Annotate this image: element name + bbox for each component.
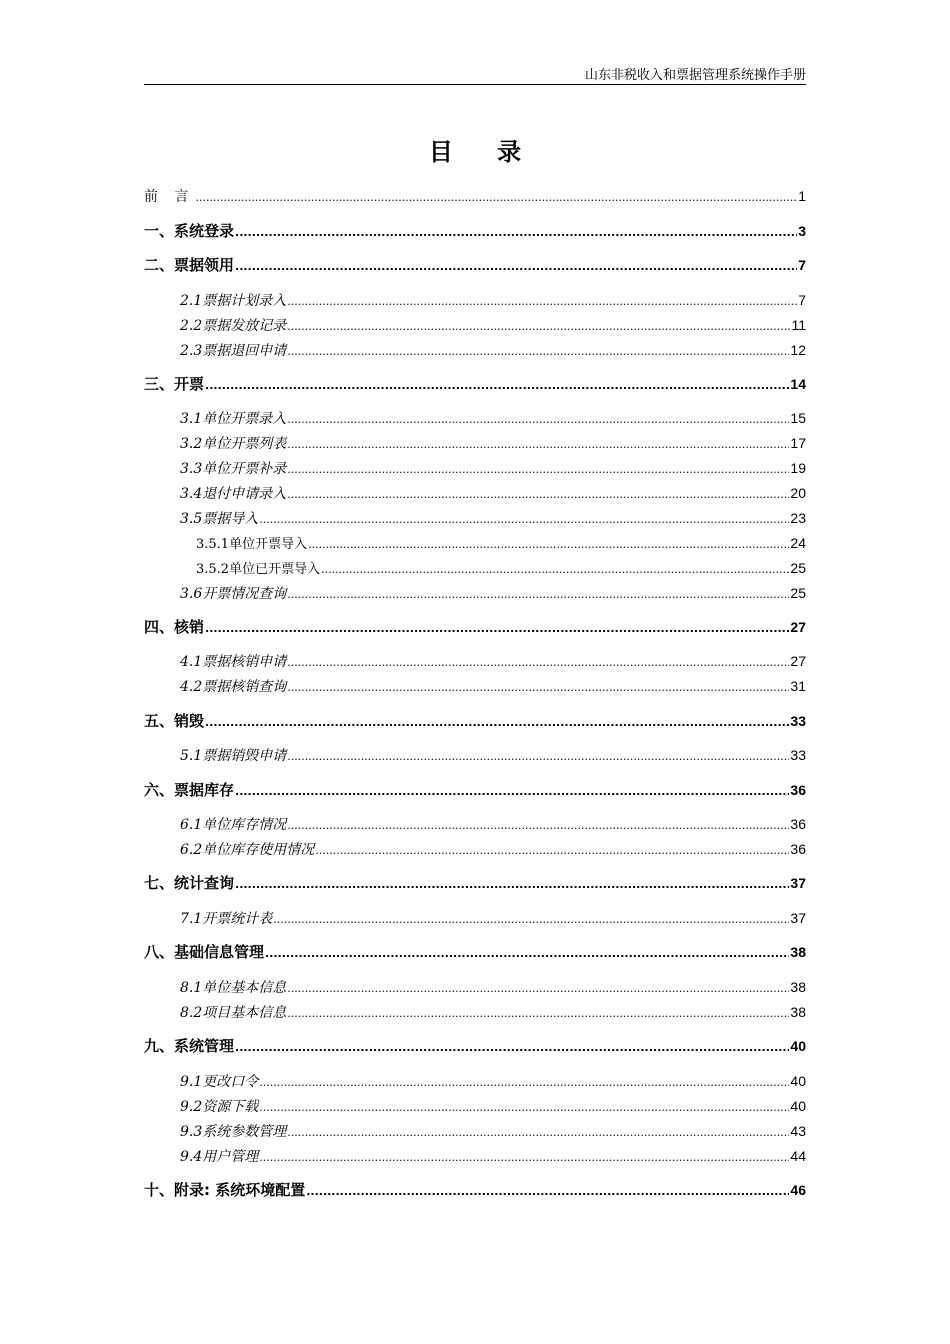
toc-dot-leader (287, 485, 789, 505)
toc-dot-leader (205, 713, 789, 733)
toc-dot-leader (287, 435, 789, 455)
toc-entry[interactable] (180, 1002, 806, 1022)
toc-entry-label: 9.2资源下载 (180, 1099, 259, 1115)
toc-dot-leader (205, 376, 789, 396)
toc-entry-page: 38 (790, 1004, 806, 1020)
toc-dot-leader (205, 619, 789, 639)
toc-entry[interactable] (144, 617, 806, 637)
toc-entry-label: 4.2票据核销查询 (180, 679, 287, 695)
toc-dot-leader (287, 317, 790, 337)
toc-entry-page: 33 (790, 713, 806, 729)
toc-entry[interactable] (144, 1180, 806, 1200)
toc-dot-leader (259, 1073, 789, 1093)
toc-entry[interactable] (180, 977, 806, 997)
toc-entry-page: 12 (790, 342, 806, 358)
toc-entry[interactable] (144, 255, 806, 275)
toc-entry-label: 9.1更改口令 (180, 1074, 259, 1090)
toc-entry-label: 十、附录: 系统环境配置 (144, 1181, 306, 1199)
toc-dot-leader (315, 841, 789, 861)
toc-entry-label: 7.1开票统计表 (180, 911, 273, 927)
toc-entry-page: 23 (790, 510, 806, 526)
toc-entry-label: 七、统计查询 (144, 874, 235, 892)
toc-entry[interactable] (180, 1146, 806, 1166)
toc-dot-leader (308, 535, 789, 555)
toc-dot-leader (287, 585, 789, 605)
toc-entry[interactable] (180, 290, 806, 310)
toc-entry[interactable] (196, 533, 806, 553)
toc-dot-leader (287, 653, 789, 673)
toc-dot-leader (287, 292, 797, 312)
toc-entry-page: 20 (790, 485, 806, 501)
toc-entry[interactable] (144, 374, 806, 394)
toc-entry-label: 八、基础信息管理 (144, 943, 265, 961)
toc-title: 目 录 (428, 138, 540, 166)
toc-entry-page: 37 (790, 875, 806, 891)
toc-entry-page: 15 (790, 410, 806, 426)
toc-entry-page: 25 (790, 585, 806, 601)
toc-dot-leader (287, 342, 789, 362)
toc-entry[interactable] (180, 814, 806, 834)
toc-entry[interactable] (144, 873, 806, 893)
toc-dot-leader (273, 910, 789, 930)
toc-dot-leader (235, 782, 789, 802)
toc-entry-label: 3.5.2单位已开票导入 (196, 562, 321, 577)
toc-entry-page: 11 (791, 317, 806, 333)
toc-entry-page: 25 (790, 560, 806, 576)
toc-entry-label: 6.2单位库存使用情况 (180, 842, 315, 858)
toc-entry-page: 40 (790, 1073, 806, 1089)
toc-dot-leader (287, 747, 789, 767)
toc-entry-page: 24 (790, 535, 806, 551)
toc-entry-page: 7 (798, 292, 806, 308)
toc-entry-label: 9.3系统参数管理 (180, 1124, 287, 1140)
toc-dot-leader (235, 1038, 789, 1058)
toc-entry-label: 3.6开票情况查询 (180, 586, 287, 602)
toc-entry-page: 1 (798, 188, 806, 204)
toc-entry-label: 六、票据库存 (144, 781, 235, 799)
toc-entry[interactable] (196, 558, 806, 578)
toc-dot-leader (306, 1182, 789, 1202)
toc-dot-leader (321, 560, 789, 580)
toc-dot-leader (259, 1098, 789, 1118)
toc-entry[interactable] (180, 745, 806, 765)
toc-entry-label: 2.2票据发放记录 (180, 318, 287, 334)
toc-entry-label: 四、核销 (144, 618, 205, 636)
toc-entry-page: 38 (790, 944, 806, 960)
toc-dot-leader (265, 944, 789, 964)
toc-entry[interactable] (180, 839, 806, 859)
toc-entry-label: 3.2单位开票列表 (180, 436, 287, 452)
toc-entry-page: 43 (790, 1123, 806, 1139)
toc-entry-label: 3.5票据导入 (180, 511, 259, 527)
toc-dot-leader (235, 257, 797, 277)
toc-entry-label: 二、票据领用 (144, 256, 235, 274)
toc-entry-label: 2.1票据计划录入 (180, 293, 287, 309)
toc-entry[interactable] (180, 908, 806, 928)
toc-entry[interactable] (180, 583, 806, 603)
toc-entry-label: 5.1票据销毁申请 (180, 748, 287, 764)
toc-entry-label: 3.5.1单位开票导入 (196, 537, 308, 552)
toc-entry[interactable] (180, 408, 806, 428)
toc-entry[interactable] (180, 458, 806, 478)
toc-dot-leader (287, 460, 789, 480)
toc-entry-page: 40 (790, 1098, 806, 1114)
toc-dot-leader (287, 1123, 789, 1143)
toc-entry-label: 8.2项目基本信息 (180, 1005, 287, 1021)
toc-entry[interactable] (144, 711, 806, 731)
toc-entry[interactable] (144, 1036, 806, 1056)
toc-dot-leader (287, 1004, 789, 1024)
toc-entry-page: 3 (798, 223, 806, 239)
toc-dot-leader (287, 410, 789, 430)
toc-entry-page: 37 (790, 910, 806, 926)
toc-entry[interactable] (144, 780, 806, 800)
toc-entry[interactable] (180, 1121, 806, 1141)
toc-entry[interactable] (180, 340, 806, 360)
toc-entry-page: 7 (798, 257, 806, 273)
toc-entry-page: 36 (790, 841, 806, 857)
toc-entry-label: 三、开票 (144, 375, 205, 393)
toc-entry-label: 九、系统管理 (144, 1037, 235, 1055)
toc-entry-page: 14 (790, 376, 806, 392)
toc-entry-page: 19 (790, 460, 806, 476)
toc-entry-page: 33 (790, 747, 806, 763)
toc-entry[interactable] (180, 315, 806, 335)
header-text: 山东非税收入和票据管理系统操作手册 (584, 68, 806, 83)
toc-entry[interactable] (180, 1071, 806, 1091)
toc-dot-leader (235, 875, 789, 895)
toc-dot-leader (195, 188, 797, 208)
toc-entry-page: 27 (790, 653, 806, 669)
toc-dot-leader (287, 816, 789, 836)
toc-entry-label: 3.3单位开票补录 (180, 461, 287, 477)
toc-entry[interactable] (180, 483, 806, 503)
toc-entry-page: 36 (790, 816, 806, 832)
toc-entry-page: 27 (790, 619, 806, 635)
toc-entry-label: 9.4用户管理 (180, 1149, 259, 1165)
toc-entry-label: 一、系统登录 (144, 222, 235, 240)
toc-entry-page: 31 (790, 678, 806, 694)
toc-dot-leader (235, 223, 797, 243)
toc-dot-leader (259, 1148, 789, 1168)
toc-dot-leader (287, 979, 789, 999)
toc-entry-label: 4.1票据核销申请 (180, 654, 287, 670)
toc-entry-label: 3.1单位开票录入 (180, 411, 287, 427)
toc-entry-page: 17 (790, 435, 806, 451)
toc-entry[interactable] (144, 942, 806, 962)
toc-entry-page: 40 (790, 1038, 806, 1054)
toc-entry-label: 8.1单位基本信息 (180, 980, 287, 996)
toc-entry-page: 46 (790, 1182, 806, 1198)
toc-entry-label: 五、销毁 (144, 712, 205, 730)
toc-entry-label: 2.3票据退回申请 (180, 343, 287, 359)
toc-entry-page: 36 (790, 782, 806, 798)
toc-entry[interactable] (180, 651, 806, 671)
toc-entry-label: 3.4退付申请录入 (180, 486, 287, 502)
toc-dot-leader (259, 510, 789, 530)
toc-entry-label: 6.1单位库存情况 (180, 817, 287, 833)
toc-entry[interactable] (180, 508, 806, 528)
toc-entry-page: 44 (790, 1148, 806, 1164)
toc-entry[interactable] (180, 676, 806, 696)
toc-entry[interactable] (144, 186, 806, 206)
toc-entry-label: 前 言 (144, 189, 195, 205)
toc-entry[interactable] (180, 1096, 806, 1116)
toc-entry[interactable] (180, 433, 806, 453)
toc-entry[interactable] (144, 221, 806, 241)
toc-dot-leader (287, 678, 789, 698)
toc-entry-page: 38 (790, 979, 806, 995)
